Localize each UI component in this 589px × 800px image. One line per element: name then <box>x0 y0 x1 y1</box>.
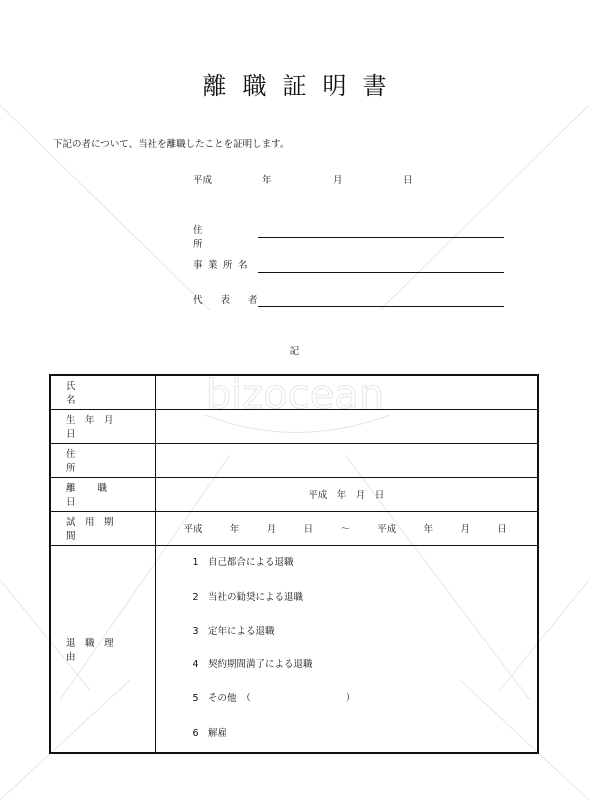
representative-label: 代表者 <box>193 295 276 306</box>
trial-year-end: 年 <box>423 524 434 535</box>
trial-value[interactable] <box>155 511 538 545</box>
table-row-birthdate <box>50 409 538 443</box>
trial-day-start: 日 <box>303 524 314 535</box>
trial-label: 試用期間 <box>50 511 155 545</box>
reason-item-5[interactable]: 5 その他 （ ） <box>192 692 356 704</box>
date-era: 平成 <box>193 175 213 186</box>
name-label: 氏名 <box>50 375 155 409</box>
reason-item-6[interactable]: 6 解雇 <box>192 727 228 739</box>
date-year: 年 <box>262 175 272 186</box>
table-row-name <box>50 375 538 409</box>
reason-item-3[interactable]: 3 定年による退職 <box>192 625 275 637</box>
reason-label: 退職理由 <box>50 545 155 753</box>
reason-item-1[interactable]: 1 自己都合による退職 <box>192 556 294 568</box>
table-address-value[interactable] <box>155 443 538 477</box>
trial-era-end: 平成 <box>377 524 397 535</box>
birthdate-label: 生年月日 <box>50 409 155 443</box>
table-row-address <box>50 443 538 477</box>
date-day: 日 <box>403 175 413 186</box>
reason-item-4[interactable]: 4 契約期間満了による退職 <box>192 658 313 670</box>
address-line[interactable] <box>258 236 504 238</box>
name-value[interactable] <box>155 375 538 409</box>
trial-tilde: ～ <box>340 524 350 535</box>
leave-date-label: 離職日 <box>50 477 155 511</box>
leave-date-text: 平成 年 月 日 <box>308 490 385 501</box>
document-title: 離職証明書 <box>202 72 403 100</box>
reason-item-2[interactable]: 2 当社の勧奨による退職 <box>192 591 304 603</box>
birthdate-value[interactable] <box>155 409 538 443</box>
certificate-table <box>49 374 539 754</box>
watermark-text: bizocean <box>205 372 385 418</box>
address-label <box>193 222 258 250</box>
ki-heading: 記 <box>289 346 300 357</box>
leave-date-value[interactable] <box>155 477 538 511</box>
representative-line[interactable] <box>258 305 504 307</box>
date-month: 月 <box>333 175 343 186</box>
trial-era-start: 平成 <box>183 524 203 535</box>
table-row-reason <box>50 545 538 753</box>
company-name-line[interactable] <box>258 271 504 273</box>
trial-month-end: 月 <box>460 524 471 535</box>
reason-value <box>155 545 538 753</box>
intro-text: 下記の者について、当社を離職したことを証明します。 <box>53 139 290 150</box>
table-row-leave-date <box>50 477 538 511</box>
address-label-text: 住所 <box>193 225 245 250</box>
trial-day-end: 日 <box>497 524 507 535</box>
table-address-label: 住所 <box>50 443 155 477</box>
company-name-label: 事業所名 <box>193 260 254 271</box>
trial-month-start: 月 <box>266 524 277 535</box>
trial-year-start: 年 <box>229 524 240 535</box>
table-row-trial <box>50 511 538 545</box>
